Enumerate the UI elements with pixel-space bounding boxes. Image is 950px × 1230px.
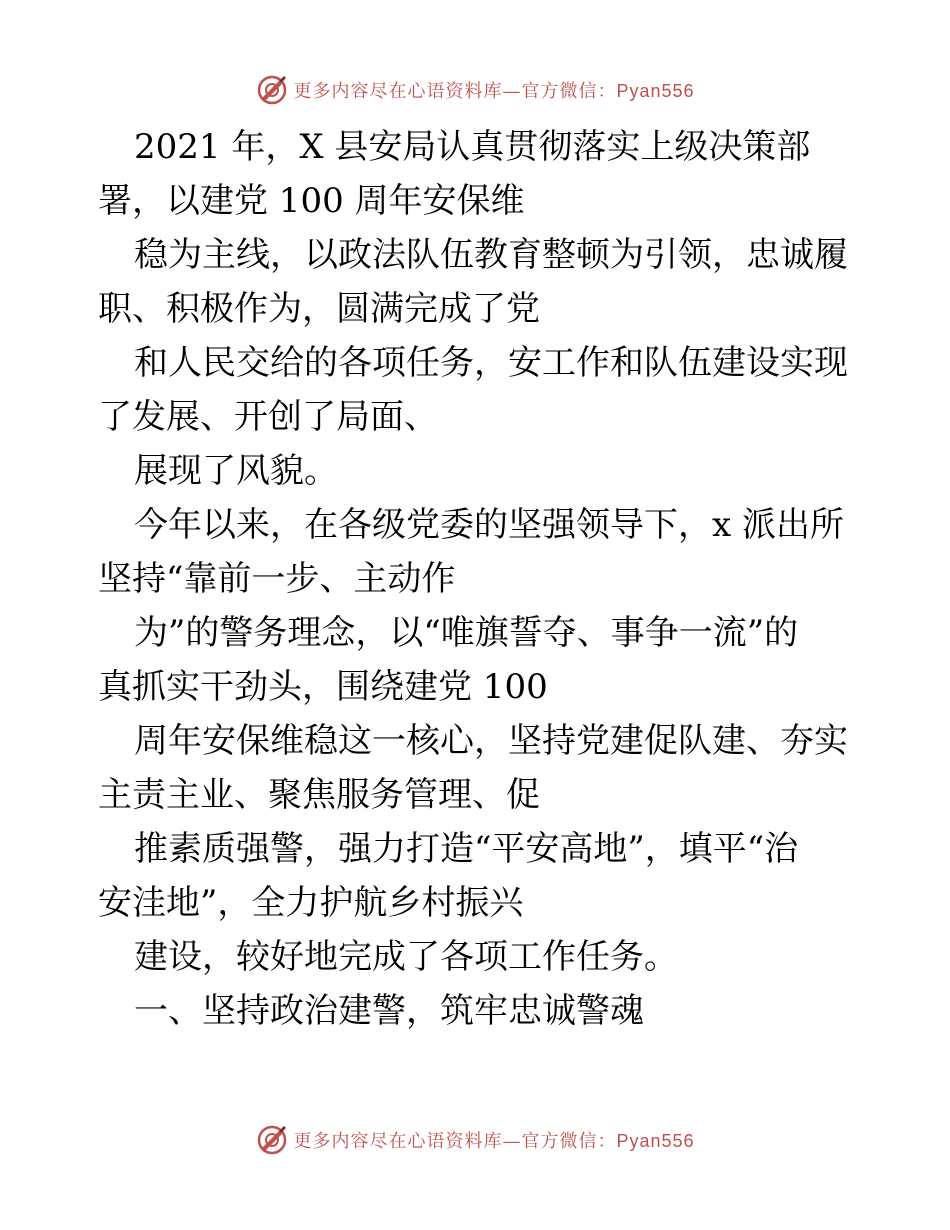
text-line: 署，以建党 100 周年安保维 [98, 181, 525, 221]
footer-watermark [0, 1120, 950, 1160]
text-line: 今年以来，在各级党委的坚强领导下，x 派出所 [134, 505, 844, 545]
text-line: 为”的警务理念，以“唯旗誓夺、事争一流”的 [134, 613, 799, 653]
watermark-label: 更多内容尽在心语资料库—官方微信：Pyan556 [293, 1131, 695, 1152]
text-line: 和人民交给的各项任务，安工作和队伍建设实现 [134, 343, 848, 383]
text-line: 坚持“靠前一步、主动作 [98, 559, 456, 599]
text-line: 真抓实干劲头，围绕建党 100 [98, 667, 548, 707]
text-line: 安洼地”，全力护航乡村振兴 [98, 883, 524, 923]
text-line: 一、坚持政治建警，筑牢忠诚警魂 [134, 991, 644, 1031]
watermark-label: 更多内容尽在心语资料库—官方微信：Pyan556 [293, 81, 695, 102]
header-watermark [0, 70, 950, 110]
document-body [98, 120, 858, 1038]
text-line: 周年安保维稳这一核心，坚持党建促队建、夯实 [134, 721, 848, 761]
text-line: 展现了风貌。 [134, 451, 338, 491]
text-line: 推素质强警，强力打造“平安高地”，填平“治 [134, 829, 799, 869]
text-line: 了发展、开创了局面、 [98, 397, 438, 437]
brand-logo-icon [255, 73, 289, 107]
text-line: 职、积极作为，圆满完成了党 [98, 289, 540, 329]
text-line: 建设，较好地完成了各项工作任务。 [134, 937, 678, 977]
text-line: 稳为主线，以政法队伍教育整顿为引领，忠诚履 [134, 235, 848, 275]
text-line: 2021 年，X 县安局认真贯彻落实上级决策部 [134, 127, 811, 167]
brand-logo-icon [255, 1123, 289, 1157]
text-line: 主责主业、聚焦服务管理、促 [98, 775, 540, 815]
